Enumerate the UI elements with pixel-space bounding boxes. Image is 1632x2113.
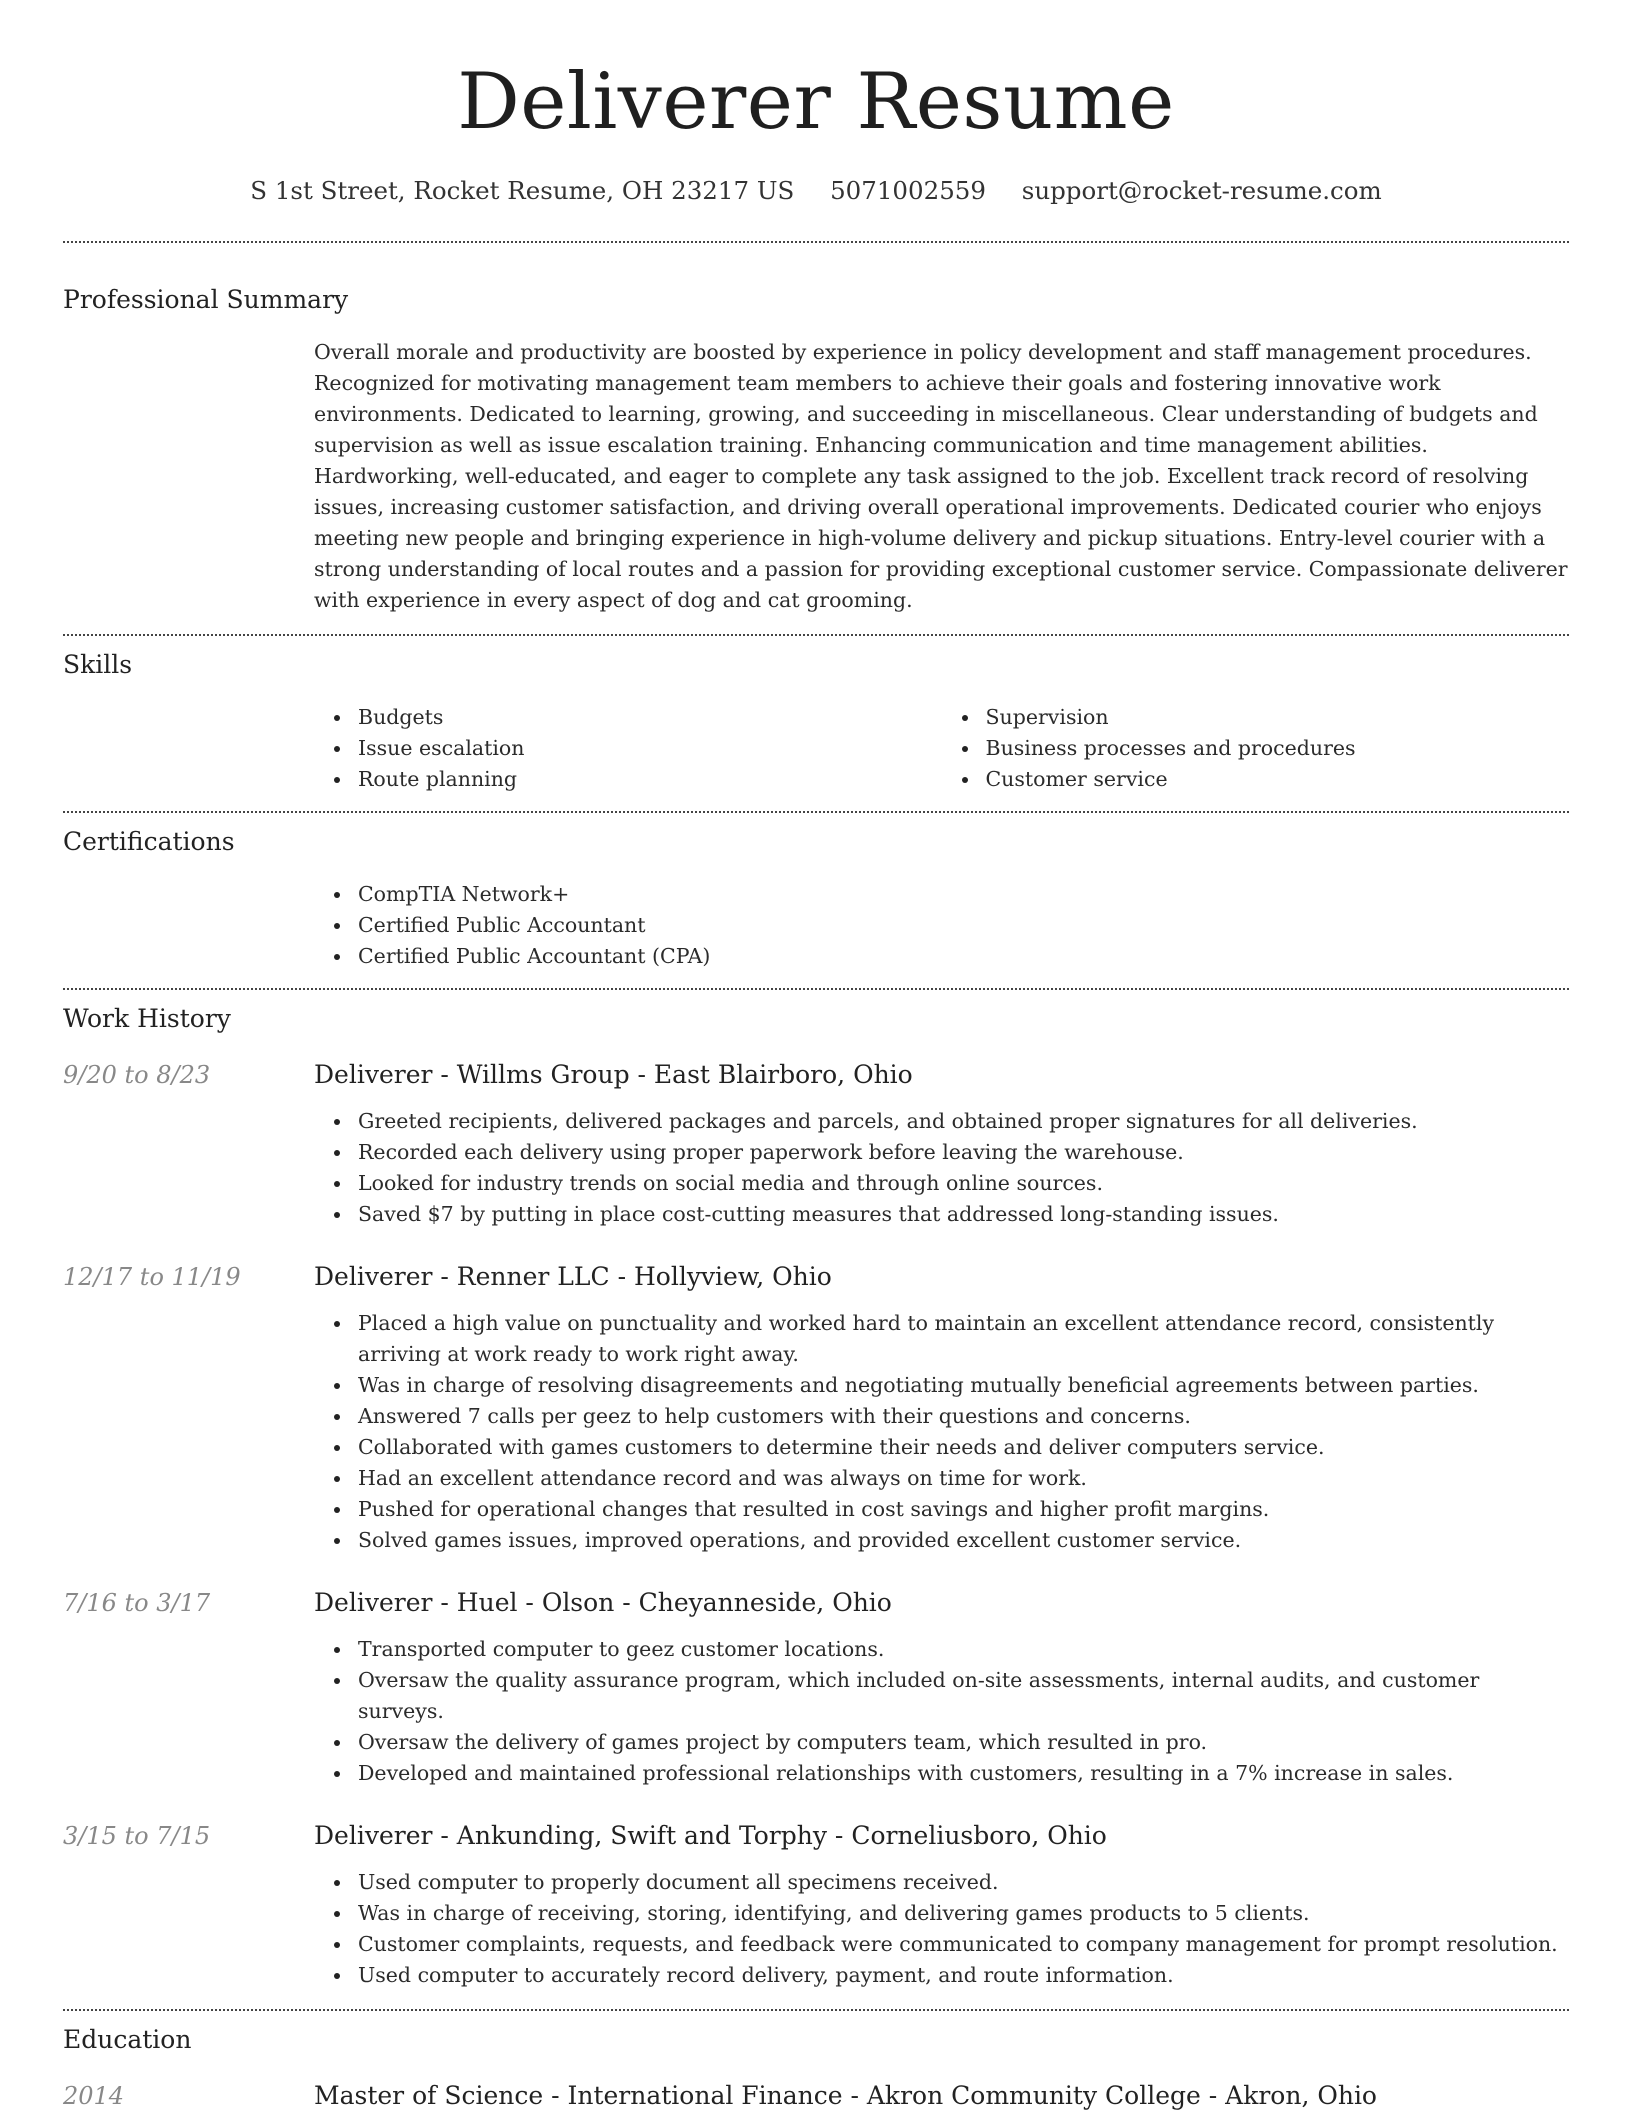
skills-list-left [314, 702, 942, 795]
skills-section [63, 636, 1569, 795]
job-bullets [314, 1308, 1569, 1556]
job-dates: 7/16 to 3/17 [63, 1589, 211, 1617]
job-duties [314, 1867, 1569, 1991]
job-dates: 9/20 to 8/23 [63, 1061, 211, 1089]
certifications-body [314, 879, 1569, 972]
certifications-heading: Certifications [63, 827, 235, 856]
job-bullet: Customer complaints, requests, and feedback were communicated to company management for prompt resolution. [358, 1929, 1569, 1960]
education-section [63, 2011, 1569, 2113]
skills-grid [314, 702, 1569, 795]
job-bullets [314, 1867, 1569, 1991]
job-duties [314, 1308, 1569, 1556]
certifications-section [63, 813, 1569, 972]
job-entry [63, 1058, 1569, 1230]
skill-item: Supervision [986, 702, 1570, 733]
certifications-list [314, 879, 1569, 972]
job-bullet: Saved $7 by putting in place cost-cutting measures that addressed long-standing issues. [358, 1199, 1569, 1230]
job-entry [63, 1819, 1569, 1991]
skill-item: Route planning [358, 764, 942, 795]
job-header [63, 1058, 1569, 1092]
summary-heading: Professional Summary [63, 285, 349, 314]
skills-list-right [942, 702, 1570, 795]
job-title: Deliverer - Renner LLC - Hollyview, Ohio [314, 1262, 832, 1291]
work-history-section [63, 990, 1569, 1991]
education-date: 2014 [63, 2082, 125, 2110]
certification-item: Certified Public Accountant [358, 910, 1569, 941]
job-bullet: Greeted recipients, delivered packages and parcels, and obtained proper signatures for all deliveries. [358, 1106, 1569, 1137]
summary-text: Overall morale and productivity are boosted by experience in policy development and staff management procedures. Recognized for motivating management team members to achieve their goals and fostering innovative work environments. Dedicated to learning, growing, and succeeding in miscellaneous. Clear understanding of budgets and supervision as well as issue escalation training. Enhancing communication and time management abilities. Hardworking, well-educated, and eager to complete any task assigned to the job. Excellent track record of resolving issues, increasing customer satisfaction, and driving overall operational improvements. Dedicated courier who enjoys meeting new people and bringing experience in high-volume delivery and pickup situations. Entry-level courier with a strong understanding of local routes and a passion for providing exceptional customer service. Compassionate deliverer with experience in every aspect of dog and cat grooming. [314, 340, 1568, 612]
job-duties [314, 1634, 1569, 1789]
job-bullet: Used computer to properly document all specimens received. [358, 1867, 1569, 1898]
education-header [63, 2079, 1569, 2113]
job-bullet: Transported computer to geez customer locations. [358, 1634, 1569, 1665]
summary-section [63, 243, 1569, 616]
contact-address: S 1st Street, Rocket Resume, OH 23217 US [250, 176, 795, 205]
job-title: Deliverer - Willms Group - East Blairboro, Ohio [314, 1060, 913, 1089]
job-bullet: Pushed for operational changes that resulted in cost savings and higher profit margins. [358, 1494, 1569, 1525]
job-bullets [314, 1634, 1569, 1789]
job-bullet: Developed and maintained professional relationships with customers, resulting in a 7% increase in sales. [358, 1758, 1569, 1789]
job-bullet: Had an excellent attendance record and was always on time for work. [358, 1463, 1569, 1494]
skill-item: Budgets [358, 702, 942, 733]
education-entry [63, 2079, 1569, 2113]
job-bullet: Oversaw the delivery of games project by computers team, which resulted in pro. [358, 1727, 1569, 1758]
job-header [63, 1586, 1569, 1620]
job-entry [63, 1260, 1569, 1556]
resume-title: Deliverer Resume [457, 57, 1175, 147]
job-bullet: Placed a high value on punctuality and worked hard to maintain an excellent attendance record, consistently arriving at work ready to work right away. [358, 1308, 1569, 1370]
work-history-heading: Work History [63, 1004, 231, 1033]
job-bullet: Collaborated with games customers to determine their needs and deliver computers service. [358, 1432, 1569, 1463]
education-title: Master of Science - International Finance - Akron Community College - Akron, Ohio [314, 2081, 1377, 2110]
certification-item: Certified Public Accountant (CPA) [358, 941, 1569, 972]
skill-item: Issue escalation [358, 733, 942, 764]
contact-line [63, 174, 1569, 208]
contact-phone: 5071002559 [830, 176, 986, 205]
contact-email: support@rocket-resume.com [1021, 176, 1382, 205]
skill-item: Business processes and procedures [986, 733, 1570, 764]
job-bullet: Recorded each delivery using proper paperwork before leaving the warehouse. [358, 1137, 1569, 1168]
job-bullet: Looked for industry trends on social media and through online sources. [358, 1168, 1569, 1199]
job-dates: 12/17 to 11/19 [63, 1263, 241, 1291]
job-entry [63, 1586, 1569, 1789]
job-bullets [314, 1106, 1569, 1230]
job-bullet: Used computer to accurately record delivery, payment, and route information. [358, 1960, 1569, 1991]
job-title: Deliverer - Ankunding, Swift and Torphy - Corneliusboro, Ohio [314, 1821, 1107, 1850]
job-title: Deliverer - Huel - Olson - Cheyanneside, Ohio [314, 1588, 892, 1617]
job-bullet: Answered 7 calls per geez to help customers with their questions and concerns. [358, 1401, 1569, 1432]
skills-heading: Skills [63, 650, 133, 679]
skill-item: Customer service [986, 764, 1570, 795]
education-heading: Education [63, 2025, 192, 2054]
job-bullet: Solved games issues, improved operations, and provided excellent customer service. [358, 1525, 1569, 1556]
job-bullet: Was in charge of resolving disagreements and negotiating mutually beneficial agreements between parties. [358, 1370, 1569, 1401]
job-dates: 3/15 to 7/15 [63, 1822, 211, 1850]
job-bullet: Oversaw the quality assurance program, which included on-site assessments, internal audits, and customer surveys. [358, 1665, 1569, 1727]
job-bullet: Was in charge of receiving, storing, identifying, and delivering games products to 5 clients. [358, 1898, 1569, 1929]
job-duties [314, 1106, 1569, 1230]
job-header [63, 1260, 1569, 1294]
certification-item: CompTIA Network+ [358, 879, 1569, 910]
job-header [63, 1819, 1569, 1853]
